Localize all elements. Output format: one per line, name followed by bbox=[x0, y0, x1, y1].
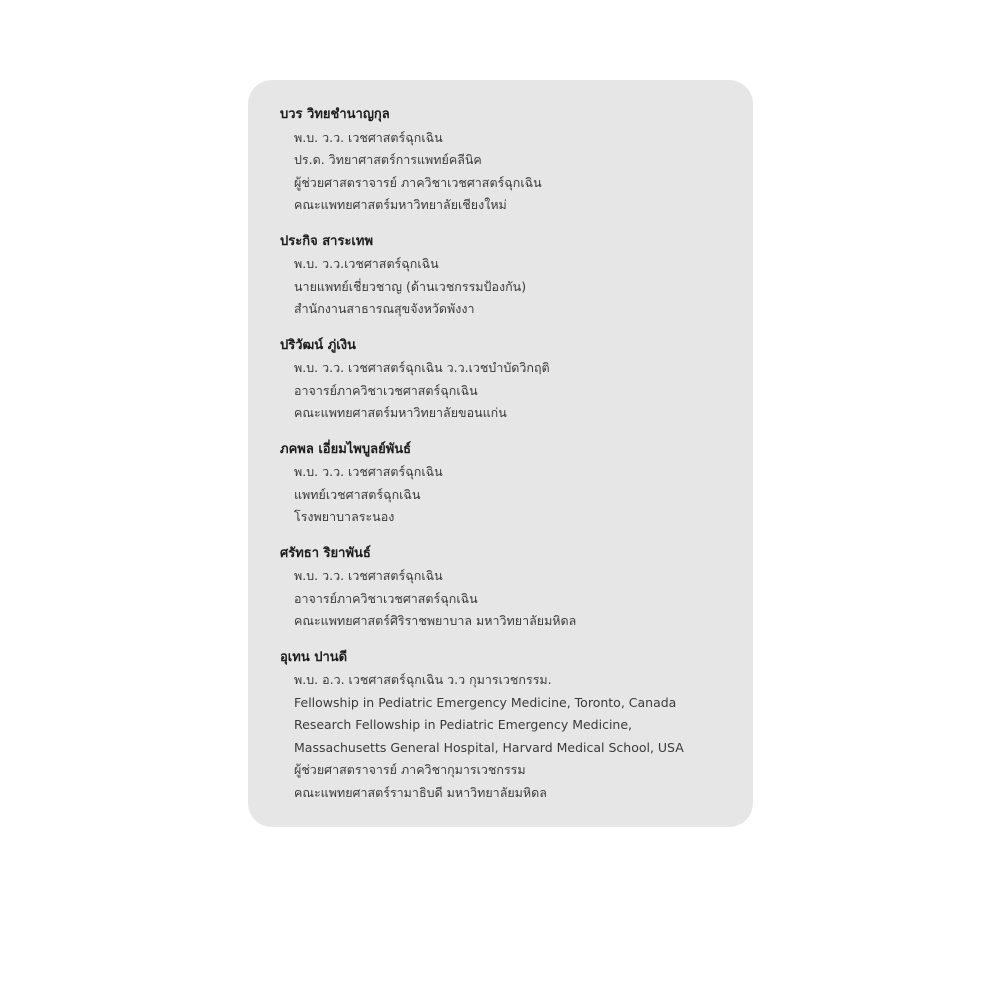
author-detail-line: สำนักงานสาธารณสุขจังหวัดพังงา bbox=[294, 301, 475, 316]
author-detail-line: Research Fellowship in Pediatric Emergency Medicine, bbox=[294, 717, 633, 732]
author-detail-line: ปร.ด. วิทยาศาสตร์การแพทย์คลีนิค bbox=[294, 152, 482, 167]
author-name: อุเทน ปานดี bbox=[280, 649, 348, 665]
author-name: ประกิจ สาระเทพ bbox=[280, 233, 374, 249]
author-detail-line: พ.บ. ว.ว. เวชศาสตร์ฉุกเฉิน bbox=[294, 464, 443, 479]
author-detail-line: Fellowship in Pediatric Emergency Medicine, Toronto, Canada bbox=[294, 694, 677, 710]
author-detail-line: ผู้ช่วยศาสตราจารย์ ภาควิชากุมารเวชกรรม bbox=[294, 762, 526, 777]
author-name: ศรัทธา ริยาพันธ์ bbox=[280, 545, 371, 561]
author-name: ภคพล เอี่ยมไพบูลย์พันธ์ bbox=[280, 441, 412, 457]
author-name: ปริวัฒน์ ภู่เงิน bbox=[280, 337, 356, 353]
author-detail-line: อาจารย์ภาควิชาเวชศาสตร์ฉุกเฉิน bbox=[294, 590, 478, 606]
author-detail-line: คณะแพทยศาสตร์มหาวิทยาลัยเชียงใหม่ bbox=[294, 197, 507, 212]
author-detail-line: อาจารย์ภาควิชาเวชศาสตร์ฉุกเฉิน bbox=[294, 382, 478, 398]
author-entry bbox=[280, 335, 753, 425]
author-detail-line: นายแพทย์เชี่ยวชาญ (ด้านเวชกรรมป้องกัน) bbox=[294, 278, 527, 294]
author-detail-line: พ.บ. ว.ว.เวชศาสตร์ฉุกเฉิน bbox=[294, 256, 439, 271]
author-detail-line: คณะแพทยศาสตร์รามาธิบดี มหาวิทยาลัยมหิดล bbox=[294, 784, 547, 800]
author-detail-line: แพทย์เวชศาสตร์ฉุกเฉิน bbox=[294, 486, 421, 502]
author-detail-line: พ.บ. อ.ว. เวชศาสตร์ฉุกเฉิน ว.ว กุมารเวชกรรม. bbox=[294, 672, 552, 687]
author-detail-line: พ.บ. ว.ว. เวชศาสตร์ฉุกเฉิน bbox=[294, 568, 443, 583]
author-entry bbox=[280, 231, 753, 321]
author-detail-line: พ.บ. ว.ว. เวชศาสตร์ฉุกเฉิน bbox=[294, 129, 443, 145]
author-details bbox=[280, 127, 753, 217]
author-detail-line: พ.บ. ว.ว. เวชศาสตร์ฉุกเฉิน ว.ว.เวชบำบัดวิกฤติ bbox=[294, 360, 550, 375]
author-details bbox=[280, 669, 753, 804]
author-entry bbox=[280, 439, 753, 529]
author-detail-line: คณะแพทยศาสตร์ศิริราชพยาบาล มหาวิทยาลัยมหิดล bbox=[294, 613, 577, 628]
author-detail-line: Massachusetts General Hospital, Harvard Medical School, USA bbox=[294, 739, 684, 755]
author-details bbox=[280, 565, 753, 633]
author-entry bbox=[280, 543, 753, 633]
author-entry bbox=[280, 647, 753, 805]
author-details bbox=[280, 253, 753, 321]
author-list-card bbox=[248, 80, 753, 827]
author-details bbox=[280, 461, 753, 529]
author-detail-line: คณะแพทยศาสตร์มหาวิทยาลัยขอนแก่น bbox=[294, 405, 507, 420]
author-details bbox=[280, 357, 753, 425]
author-entry bbox=[280, 104, 753, 217]
author-name: บวร วิทยชำนาญกุล bbox=[280, 107, 390, 122]
author-detail-line: ผู้ช่วยศาสตราจารย์ ภาควิชาเวชศาสตร์ฉุกเฉิน bbox=[294, 174, 542, 190]
author-detail-line: โรงพยาบาลระนอง bbox=[294, 509, 395, 524]
